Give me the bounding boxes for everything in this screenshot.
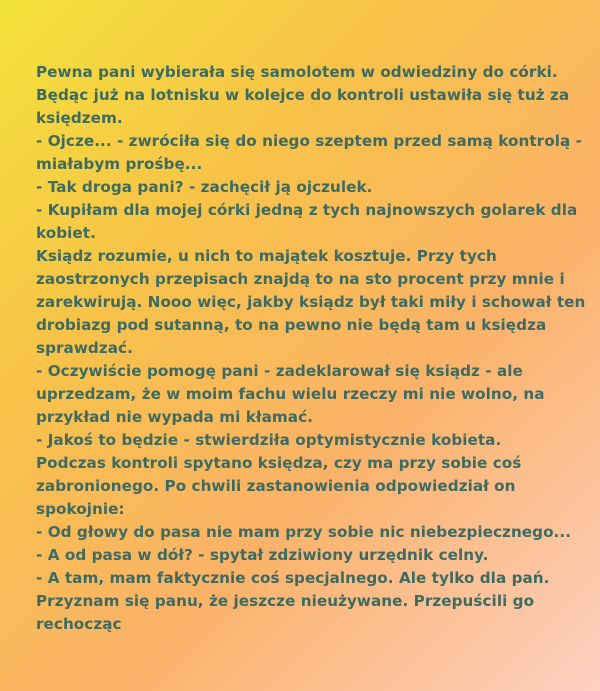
- joke-line: zarekwirują. Nooo więc, jakby ksiądz był taki miły i schował ten: [36, 293, 586, 311]
- joke-line: przykład nie wypada mi kłamać.: [36, 408, 313, 426]
- joke-line: Podczas kontroli spytano księdza, czy ma przy sobie coś: [36, 454, 522, 472]
- joke-line: drobiazg pod sutanną, to na pewno nie będą tam u księdza: [36, 316, 547, 334]
- joke-line: Ksiądz rozumie, u nich to majątek kosztuje. Przy tych: [36, 247, 497, 265]
- joke-line: Będąc już na lotnisku w kolejce do kontroli ustawiła się tuż za: [36, 86, 570, 104]
- joke-line: rechocząc: [36, 615, 122, 633]
- joke-line: księdzem.: [36, 109, 123, 127]
- joke-line: miałabym prośbę...: [36, 155, 203, 173]
- joke-line: - Ojcze... - zwróciła się do niego szeptem przed samą kontrolą -: [36, 132, 582, 150]
- joke-line: - Oczywiście pomogę pani - zadeklarował się ksiądz - ale: [36, 362, 523, 380]
- joke-line: Pewna pani wybierała się samolotem w odwiedziny do córki.: [36, 63, 558, 81]
- joke-line: - Od głowy do pasa nie mam przy sobie nic niebezpiecznego...: [36, 523, 572, 541]
- joke-line: zabronionego. Po chwili zastanowienia odpowiedział on: [36, 477, 516, 495]
- joke-line: - Kupiłam dla mojej córki jedną z tych najnowszych golarek dla: [36, 201, 578, 219]
- joke-line: - Tak droga pani? - zachęcił ją ojczulek.: [36, 178, 373, 196]
- joke-line: - A tam, mam faktycznie coś specjalnego. Ale tylko dla pań.: [36, 569, 550, 587]
- joke-line: - A od pasa w dół? - spytał zdziwiony urzędnik celny.: [36, 546, 489, 564]
- joke-line: zaostrzonych przepisach znajdą to na sto procent przy mnie i: [36, 270, 565, 288]
- joke-line: kobiet.: [36, 224, 96, 242]
- joke-line: sprawdzać.: [36, 339, 133, 357]
- joke-line: uprzedzam, że w moim fachu wielu rzeczy mi nie wolno, na: [36, 385, 545, 403]
- joke-line: spokojnie:: [36, 500, 125, 518]
- joke-line: - Jakoś to będzie - stwierdziła optymistycznie kobieta.: [36, 431, 502, 449]
- joke-line: Przyznam się panu, że jeszcze nieużywane. Przepuścili go: [36, 592, 535, 610]
